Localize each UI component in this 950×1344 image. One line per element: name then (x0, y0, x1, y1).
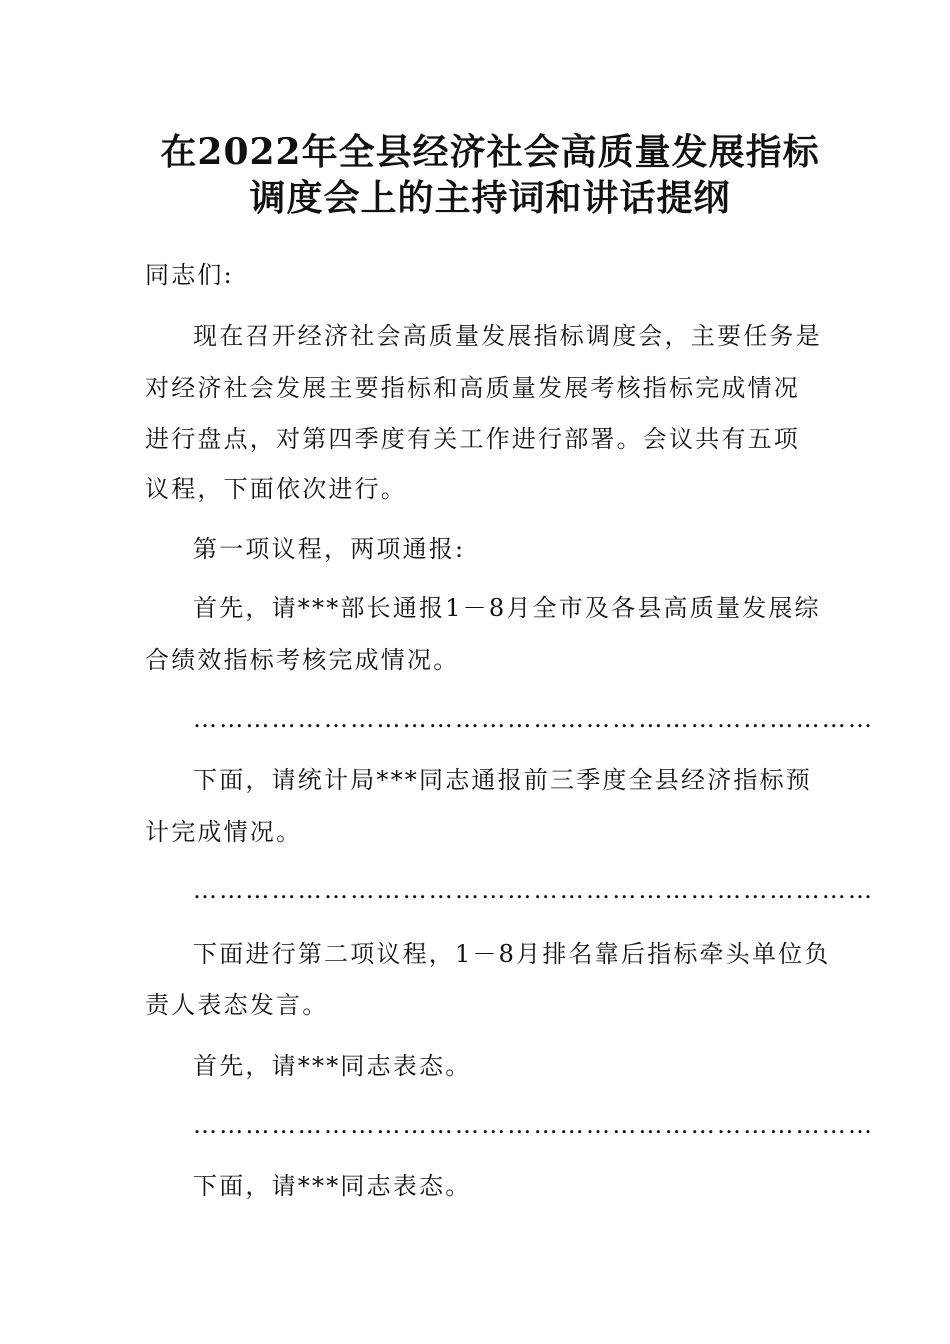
paragraph-line: 现在召开经济社会高质量发展指标调度会，主要任务是 (193, 322, 822, 350)
paragraph-line: 合绩效指标考核完成情况。 (145, 646, 460, 674)
ellipsis-line: …………………………………………………………………… (193, 705, 875, 733)
document-title-line-1: 在2022年全县经济社会高质量发展指标 (160, 131, 820, 173)
paragraph-line: 下面，请统计局***同志通报前三季度全县经济指标预 (193, 766, 812, 794)
paragraph-line: 首先，请***同志表态。 (193, 1052, 472, 1080)
salutation: 同志们: (145, 261, 234, 289)
paragraph-line: 下面进行第二项议程，1－8月排名靠后指标牵头单位负 (193, 940, 831, 968)
paragraph-line: 对经济社会发展主要指标和高质量发展考核指标完成情况 (145, 374, 800, 402)
ellipsis-line: …………………………………………………………………… (193, 1111, 875, 1139)
paragraph-line: 第一项议程，两项通报: (193, 535, 466, 563)
ellipsis-line: …………………………………………………………………… (193, 876, 875, 904)
paragraph-line: 议程，下面依次进行。 (145, 475, 407, 503)
paragraph-line: 首先，请***部长通报1－8月全市及各县高质量发展综 (193, 594, 821, 622)
paragraph-line: 进行盘点，对第四季度有关工作进行部署。会议共有五项 (145, 425, 800, 453)
paragraph-line: 计完成情况。 (145, 818, 303, 846)
paragraph-line: 下面，请***同志表态。 (193, 1172, 472, 1200)
paragraph-line: 责人表态发言。 (145, 991, 329, 1019)
document-title-line-2: 调度会上的主持词和讲话提纲 (249, 177, 731, 219)
